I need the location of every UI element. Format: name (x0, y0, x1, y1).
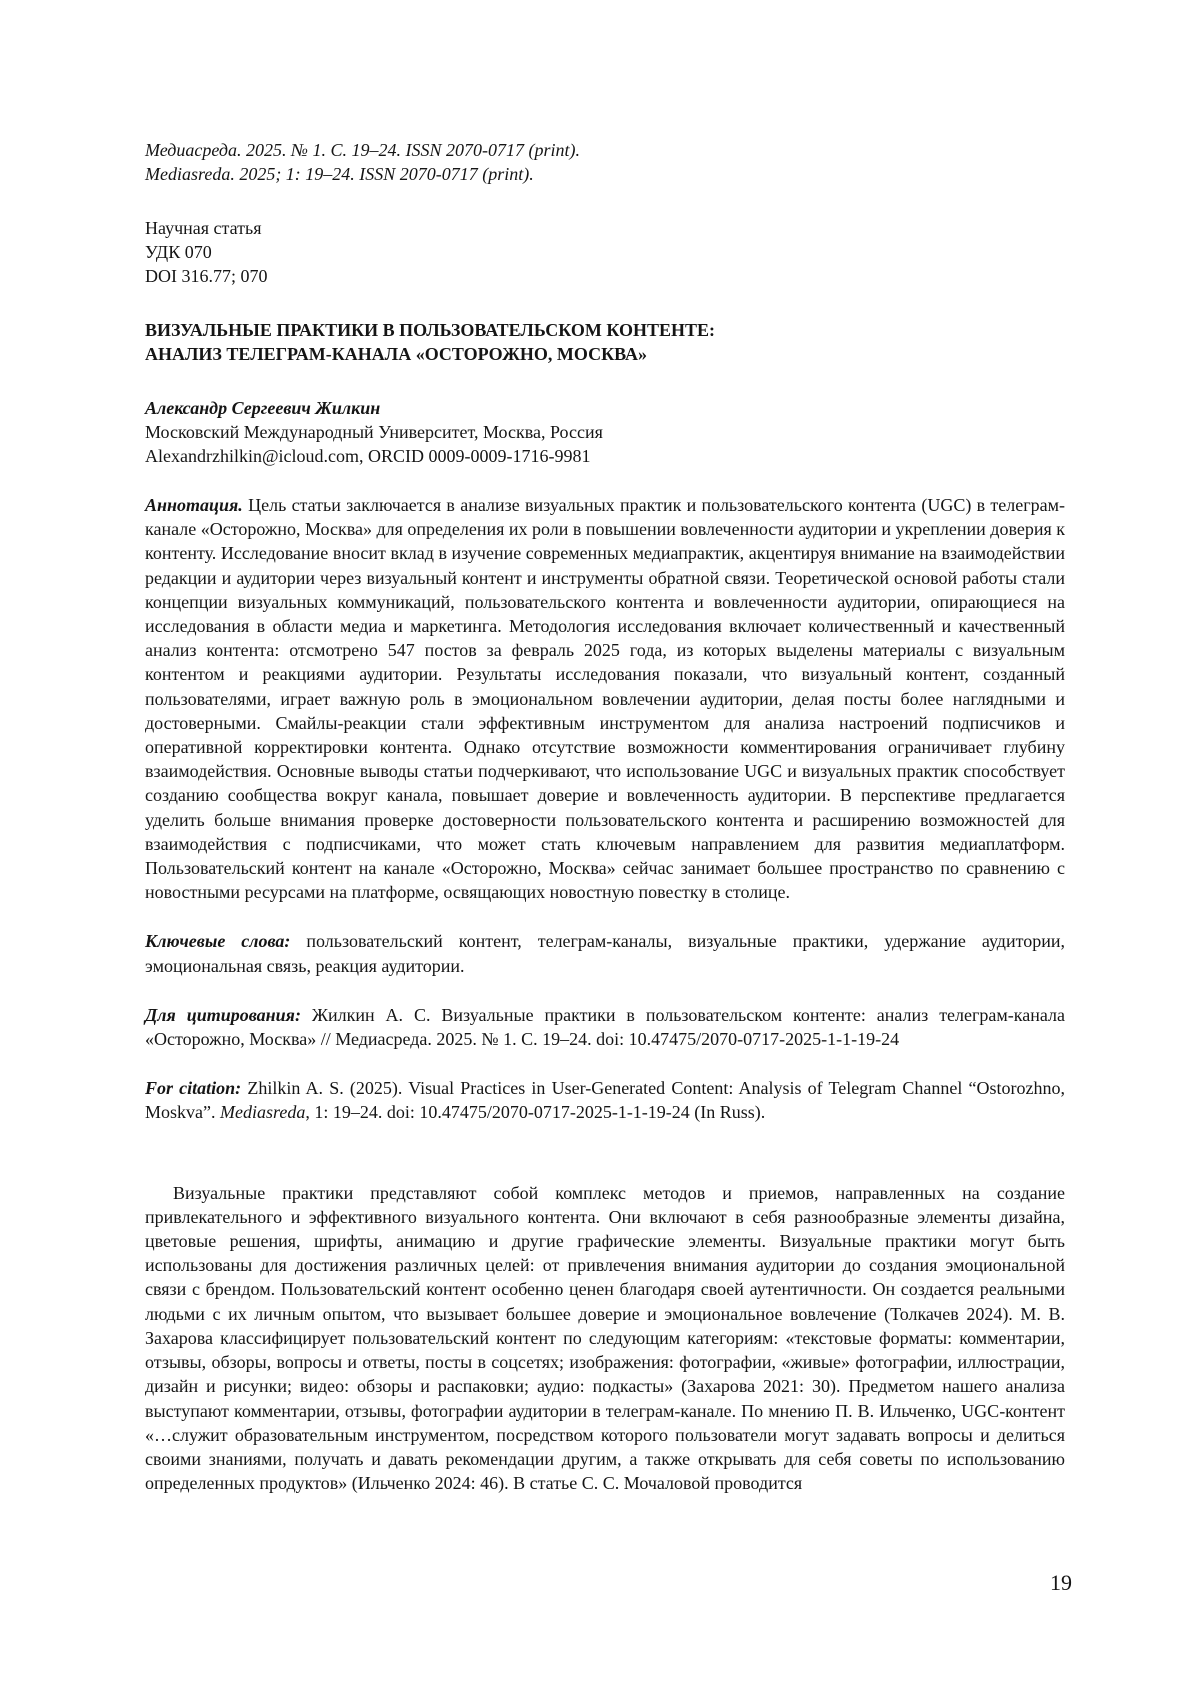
body-paragraph-1: Визуальные практики представляют собой комплекс методов и приемов, направленных на создание привлекательного и эффективного визуального контента. Они включают в себя разнообразные элементы дизайна, цветовые решения, шрифты, анимацию и другие графические элементы. Визуальные практики могут быть использованы для достижения различных целей: от привлечения внимания аудитории до создания эмоциональной связи с брендом. Пользовательский контент особенно ценен благодаря своей аутентичности. Он создается реальными людьми с их личным опытом, что вызывает большее доверие и эмоциональное вовлечение (Толкачев 2024). М. В. Захарова классифицирует пользовательский контент по следующим категориям: «текстовые форматы: комментарии, отзывы, обзоры, вопросы и ответы, посты в соцсетях; изображения: фотографии, «живые» фотографии, иллюстрации, дизайн и рисунки; видео: обзоры и распаковки; аудио: подкасты» (Захарова 2021: 30). Предметом нашего анализа выступают комментарии, отзывы, фотографии аудитории в телеграм-канале. По мнению П. В. Ильченко, UGC-контент «…служит образовательным инструментом, посредством которого пользователи могут задавать вопросы и делиться своими знаниями, получать и давать рекомендации другим, а также открывать для себя советы по использованию определенных продуктов» (Ильченко 2024: 46). В статье С. С. Мочаловой проводится (145, 1182, 1065, 1494)
journal-line-en: Mediasreda. 2025; 1: 19–24. ISSN 2070-0717 (print). (145, 164, 534, 184)
article-meta (145, 216, 1065, 288)
citation-en (145, 1076, 1065, 1124)
citation-en-journal: Mediasreda (220, 1102, 306, 1123)
author-contact: Alexandrzhilkin@icloud.com, ORCID 0009-0009-1716-9981 (145, 446, 591, 466)
keywords-label: Ключевые слова: (145, 931, 291, 952)
keywords (145, 929, 1065, 977)
title-line-2: АНАЛИЗ ТЕЛЕГРАМ-КАНАЛА «ОСТОРОЖНО, МОСКВА» (145, 344, 648, 364)
abstract (145, 493, 1065, 904)
author-block (145, 396, 1065, 468)
abstract-label: Аннотация. (145, 495, 243, 515)
article-type: Научная статья (145, 218, 262, 238)
journal-header (145, 138, 1065, 186)
author-name: Александр Сергеевич Жилкин (145, 398, 381, 418)
article-page (145, 138, 1065, 1495)
article-title (145, 318, 1065, 366)
citation-en-text-tail: , 1: 19–24. doi: 10.47475/2070-0717-2025-1-1-19-24 (In Russ). (305, 1102, 766, 1123)
author-affiliation: Московский Международный Университет, Москва, Россия (145, 422, 603, 442)
doi-code: DOI 316.77; 070 (145, 266, 268, 286)
title-line-1: ВИЗУАЛЬНЫЕ ПРАКТИКИ В ПОЛЬЗОВАТЕЛЬСКОМ КОНТЕНТЕ: (145, 320, 716, 340)
citation-ru-text: Жилкин А. С. Визуальные практики в пользовательском контенте: анализ телеграм-канала «Осторожно, Москва» // Медиасреда. 2025. № 1. С. 19–24. doi: 10.47475/2070-0717-2025-1-1-19-24 (145, 1004, 1065, 1050)
citation-en-text: Zhilkin A. S. (2025). Visual Practices in User-Generated Content: Analysis of Telegram Channel “Ostorozhno, Moskva”. (145, 1078, 1065, 1123)
keywords-text: пользовательский контент, телеграм-каналы, визуальные практики, удержание аудитории, эмоциональная связь, реакция аудитории. (145, 931, 1065, 976)
citation-ru (145, 1003, 1065, 1051)
udk-code: УДК 070 (145, 242, 212, 262)
citation-ru-label: Для цитирования: (145, 1004, 301, 1025)
page-number: 19 (1050, 1570, 1072, 1595)
journal-line-ru: Медиасреда. 2025. № 1. С. 19–24. ISSN 2070-0717 (print). (145, 140, 580, 160)
citation-en-label: For citation: (145, 1078, 242, 1099)
abstract-text: Цель статьи заключается в анализе визуальных практик и пользовательского контента (UGC) в телеграм-канале «Осторожно, Москва» для определения их роли в повышении вовлеченности аудитории и укреплении доверия к контенту. Исследование вносит вклад в изучение современных медиапрактик, акцентируя внимание на взаимодействии редакции и аудитории через визуальный контент и инструменты обратной связи. Теоретической основой работы стали концепции визуальных коммуникаций, пользовательского контента и вовлеченности аудитории, опирающиеся на исследования в области медиа и маркетинга. Методология исследования включает количественный и качественный анализ контента: отсмотрено 547 постов за февраль 2025 года, из которых выделены материалы с визуальным контентом и реакциями аудитории. Результаты исследования показали, что визуальный контент, созданный пользователями, играет важную роль в эмоциональном вовлечении аудитории, делая посты более наглядными и достоверными. Смайлы-реакции стали эффективным инструментом для анализа настроений подписчиков и оперативной корректировки контента. Однако отсутствие возможности комментирования ограничивает глубину взаимодействия. Основные выводы статьи подчеркивают, что использование UGC и визуальных практик способствует созданию сообщества вокруг канала, повышает доверие и вовлеченность аудитории. В перспективе предлагается уделить больше внимания проверке достоверности пользовательского контента и расширению возможностей для взаимодействия с подписчиками, что может стать ключевым направлением для развития медиаплатформ. Пользовательский контент на канале «Осторожно, Москва» сейчас занимает большее пространство по сравнению с новостными ресурсами на платформе, освящающих новостную повестку в столице. (145, 495, 1065, 903)
